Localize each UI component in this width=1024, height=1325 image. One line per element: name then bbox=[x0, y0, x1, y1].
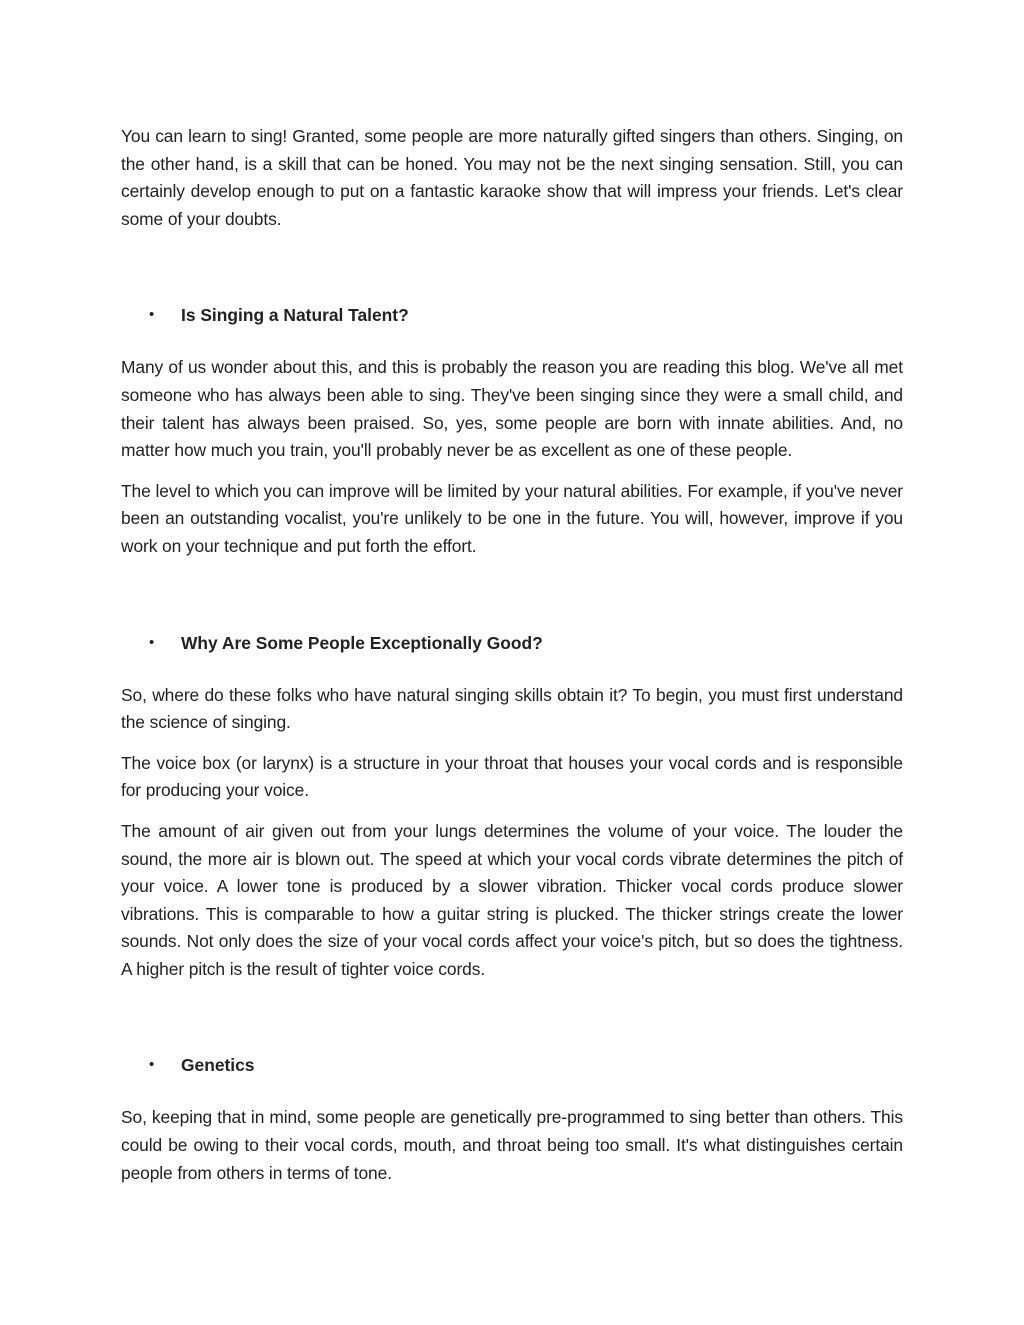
paragraph: The amount of air given out from your lungs determines the volume of your voice. The louder the sound, the more air is blown out. The speed at which your vocal cords vibrate determines the pitch of your voice. A lower tone is produced by a slower vibration. Thicker vocal cords produce slower vibrations. This is comparable to how a guitar string is plucked. The thicker strings create the lower sounds. Not only does the size of your vocal cords affect your voice's pitch, but so does the tightness. A higher pitch is the result of tighter voice cords. bbox=[121, 820, 903, 979]
paragraph: Many of us wonder about this, and this is probably the reason you are reading this blog. We've all met someone who has always been able to sing. They've been singing since they were a small child, and their talent has always been praised. So, yes, some people are born with innate abilities. And, no matter how much you train, you'll probably never be as excellent as one of these people. bbox=[121, 357, 903, 461]
section-genetics bbox=[121, 1053, 903, 1187]
paragraph: The voice box (or larynx) is a structure in your throat that houses your vocal cords and is responsible for producing your voice. bbox=[121, 752, 903, 801]
section-heading-text: Why Are Some People Exceptionally Good? bbox=[181, 632, 543, 653]
section-exceptionally-good bbox=[121, 631, 903, 984]
section-heading-text: Is Singing a Natural Talent? bbox=[181, 305, 409, 326]
section-heading bbox=[121, 303, 903, 327]
bullet-icon: • bbox=[149, 306, 155, 324]
document-page bbox=[121, 123, 903, 1187]
paragraph: The level to which you can improve will be limited by your natural abilities. For example, if you've never been an outstanding vocalist, you're unlikely to be one in the future. You will, however, improve if you work on your technique and put forth the effort. bbox=[121, 480, 903, 556]
section-heading bbox=[121, 1053, 903, 1077]
bullet-icon: • bbox=[149, 1056, 155, 1074]
bullet-icon: • bbox=[149, 633, 155, 651]
intro-paragraph: You can learn to sing! Granted, some people are more naturally gifted singers than others. Singing, on the other hand, is a skill that can be honed. You may not be the next singing sensation. Still, you can certainly develop enough to put on a fantastic karaoke show that will impress your friends. Let's clear some of your doubts. bbox=[121, 126, 903, 229]
paragraph: So, where do these folks who have natural singing skills obtain it? To begin, you must first understand the science of singing. bbox=[121, 684, 903, 733]
section-natural-talent bbox=[121, 303, 903, 560]
section-heading-text: Genetics bbox=[181, 1055, 255, 1076]
section-heading bbox=[121, 631, 903, 655]
paragraph: So, keeping that in mind, some people are genetically pre-programmed to sing better than others. This could be owing to their vocal cords, mouth, and throat being too small. It's what distinguishes certain people from others in terms of tone. bbox=[121, 1107, 903, 1183]
